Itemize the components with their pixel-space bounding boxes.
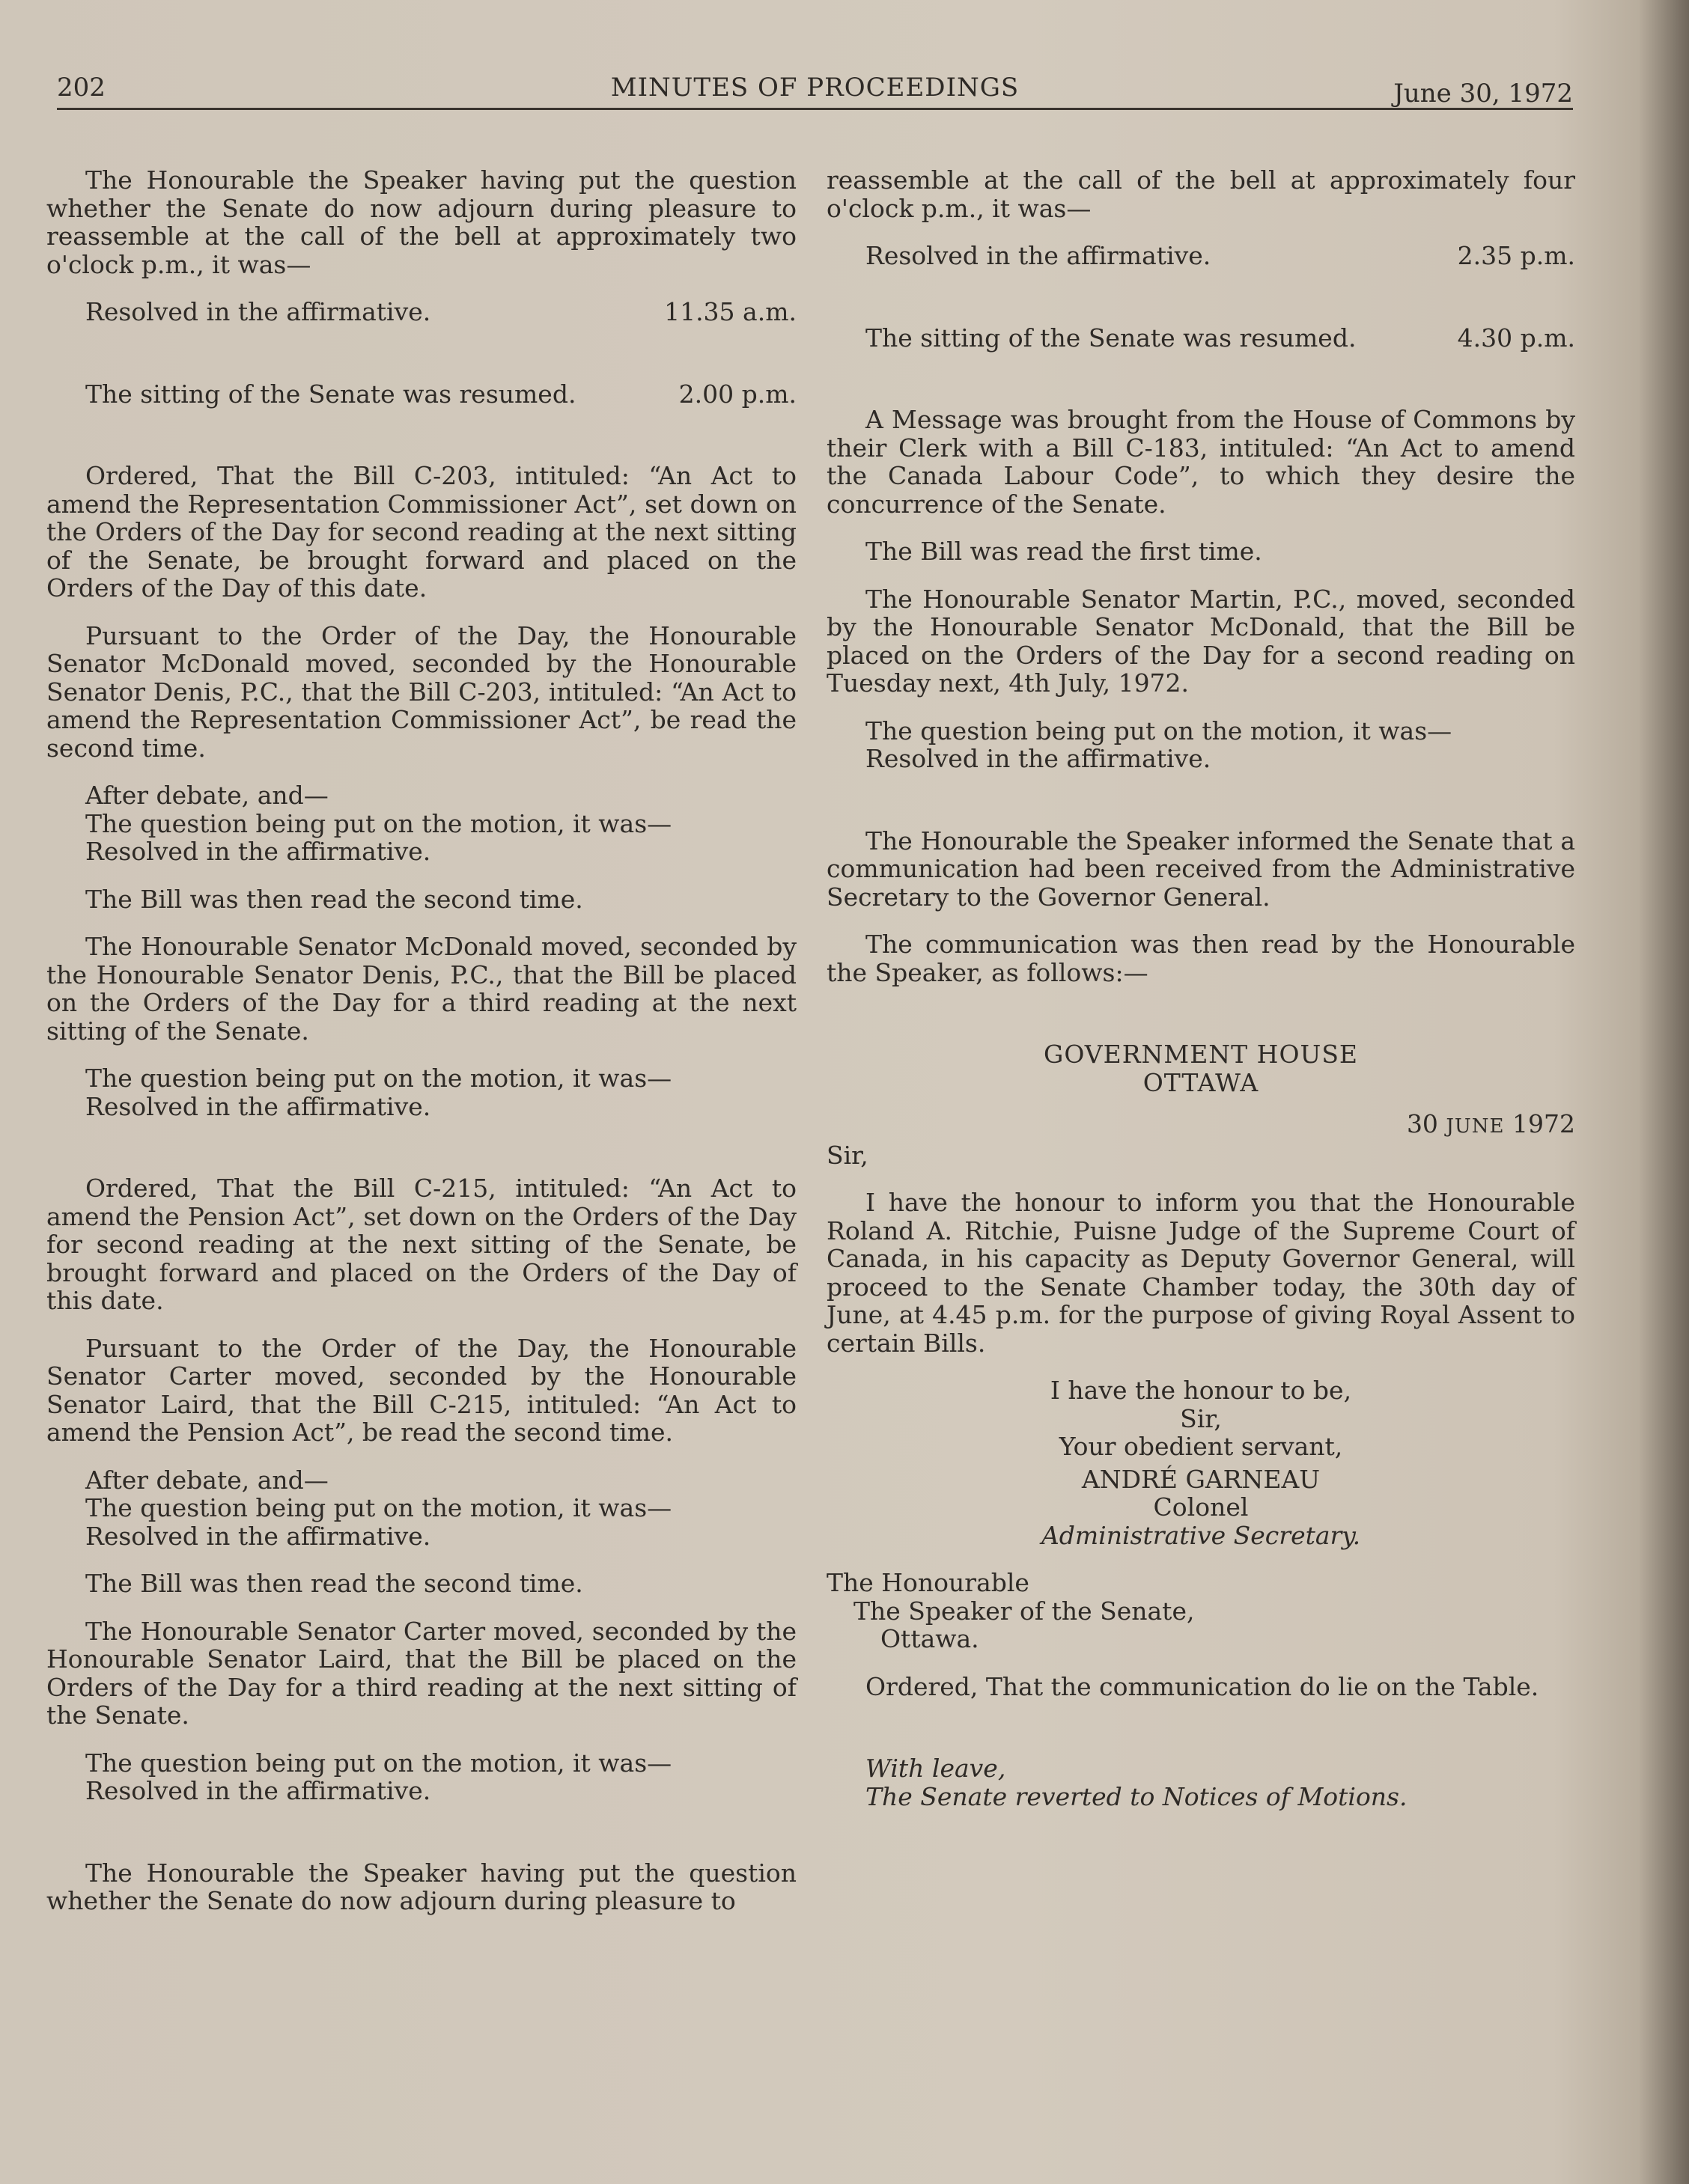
letter-head-line1: GOVERNMENT HOUSE (1043, 1040, 1359, 1069)
paragraph: reassemble at the call of the bell at approximately four o'clock p.m., it was— (827, 165, 1575, 223)
left-column (46, 166, 797, 1915)
paragraph: Ordered, That the communication do lie on the Table. (865, 1671, 1539, 1701)
signer-position: Administrative Secretary. (1041, 1520, 1361, 1550)
paragraph: The Honourable the Speaker having put the question whether the Senate do now adjourn during pleasure to reassemble at the call of the bell at approximately two o'clock p.m., it was— (46, 165, 797, 279)
resolution-text: Resolved in the affirmative. (85, 297, 431, 326)
line: Resolved in the affirmative. (85, 837, 431, 866)
letter-date-year: 1972 (1512, 1109, 1575, 1138)
resolution-time: 11.35 a.m. (664, 297, 797, 326)
line: The question being put on the motion, it was— (865, 716, 1452, 745)
line: The question being put on the motion, it was— (85, 1748, 672, 1778)
question-block (827, 717, 1575, 773)
paragraph: The Honourable Senator McDonald moved, seconded by the Honourable Senator Denis, P.C., that the Bill be placed on the Orders of the Day for a third reading at the next sitting of the Senate. (46, 932, 797, 1046)
letter-date (827, 1110, 1575, 1141)
signer-name: ANDRÉ GARNEAU (1081, 1464, 1321, 1494)
paragraph: The Bill was then read the second time. (85, 884, 583, 914)
resumed-time: 4.30 p.m. (1457, 323, 1575, 353)
paragraph: A Message was brought from the House of Commons by their Clerk with a Bill C-183, intituled: “An Act to amend the Canada Labour Code”, to which they desire the concurrence of the Senate. (827, 405, 1575, 519)
page-number: 202 (57, 73, 106, 103)
paragraph: The Bill was then read the second time. (85, 1569, 583, 1598)
line: The question being put on the motion, it was— (85, 1493, 672, 1522)
paragraph: The Honourable the Speaker informed the Senate that a communication had been received from the Administrative Secretary to the Governor General. (827, 826, 1575, 912)
leave-block (827, 1754, 1575, 1811)
letter-date-day: 30 (1406, 1109, 1438, 1138)
line: The question being put on the motion, it was— (85, 808, 672, 838)
letter-body: I have the honour to inform you that the Honourable Roland A. Ritchie, Puisne Judge of the Supreme Court of Canada, in his capacity as Deputy Governor General, will proceed to the Senate Chamber today, the 30th day of June, at 4.45 p.m. for the purpose of giving Royal Assent to certain Bills. (827, 1188, 1575, 1358)
line: Resolved in the affirmative. (865, 744, 1211, 773)
question-block (46, 781, 797, 866)
resumed-row (46, 380, 797, 409)
question-block (46, 1466, 797, 1551)
letter-address (827, 1569, 1575, 1653)
paragraph: Pursuant to the Order of the Day, the Honourable Senator McDonald moved, seconded by the Honourable Senator Denis, P.C., that the Bill C-203, intituled: “An Act to amend the Representation Commissioner Act”, be read the second time. (46, 620, 797, 763)
line: After debate, and— (85, 1465, 329, 1495)
address-line: The Speaker of the Senate, (853, 1596, 1195, 1626)
line: With leave, (865, 1754, 1006, 1783)
line: After debate, and— (85, 781, 329, 810)
paragraph: The Honourable Senator Martin, P.C., moved, seconded by the Honourable Senator McDonald, that the Bill be placed on the Orders of the Day for a second reading on Tuesday next, 4th July, 1972. (827, 584, 1575, 698)
line: The Senate reverted to Notices of Motions. (865, 1781, 1408, 1811)
letter-closing (827, 1376, 1575, 1549)
address-line: The Honourable (827, 1568, 1029, 1597)
resumed-text: The sitting of the Senate was resumed. (865, 323, 1357, 353)
line: Resolved in the affirmative. (85, 1091, 431, 1121)
closing-line: Sir, (1180, 1403, 1222, 1433)
letter-salutation: Sir, (827, 1140, 868, 1170)
paragraph: The communication was then read by the Honourable the Speaker, as follows:— (827, 930, 1575, 987)
closing-line: Your obedient servant, (1059, 1432, 1343, 1461)
closing-line: I have the honour to be, (1050, 1376, 1352, 1405)
letter-head-line2: OTTAWA (1142, 1067, 1259, 1097)
question-block (46, 1064, 797, 1120)
paragraph: The Honourable the Speaker having put the question whether the Senate do now adjourn during pleasure to (46, 1858, 797, 1915)
paragraph: Ordered, That the Bill C-203, intituled: “An Act to amend the Representation Commissioner Act”, set down on the Orders of the Day for second reading at the next sitting of the Senate, be brought forward and placed on the Orders of the Day of this date. (46, 461, 797, 603)
resumed-time: 2.00 p.m. (678, 379, 797, 409)
resolution-row (827, 242, 1575, 270)
line: The question being put on the motion, it was— (85, 1064, 672, 1093)
resolution-time: 2.35 p.m. (1457, 241, 1575, 270)
resolution-row (46, 298, 797, 326)
question-block (46, 1749, 797, 1805)
resumed-text: The sitting of the Senate was resumed. (85, 379, 576, 409)
line: Resolved in the affirmative. (85, 1776, 431, 1805)
letter-date-month: JUNE (1446, 1115, 1505, 1138)
resumed-row (827, 324, 1575, 353)
address-line: Ottawa. (880, 1624, 979, 1653)
header-date: June 30, 1972 (1393, 79, 1573, 109)
paragraph: The Honourable Senator Carter moved, seconded by the Honourable Senator Laird, that the Bill be placed on the Orders of the Day for a third reading at the next sitting of the Senate. (46, 1616, 797, 1730)
line: Resolved in the affirmative. (85, 1521, 431, 1551)
resolution-text: Resolved in the affirmative. (865, 241, 1211, 270)
letter (827, 1040, 1575, 1653)
paragraph: The Bill was read the first time. (865, 537, 1262, 566)
signer-rank: Colonel (1153, 1492, 1249, 1522)
page-title: MINUTES OF PROCEEDINGS (610, 73, 1020, 103)
paragraph: Ordered, That the Bill C-215, intituled: “An Act to amend the Pension Act”, set down on the Orders of the Day for second reading at the next sitting of the Senate, be brought forward and placed on the Orders of the Day of this date. (46, 1174, 797, 1315)
right-column (827, 166, 1575, 1811)
page-header (57, 72, 1573, 110)
paragraph: Pursuant to the Order of the Day, the Honourable Senator Carter moved, seconded by the Honourable Senator Laird, that the Bill C-215, intituled: “An Act to amend the Pension Act”, be read the second time. (46, 1333, 797, 1447)
